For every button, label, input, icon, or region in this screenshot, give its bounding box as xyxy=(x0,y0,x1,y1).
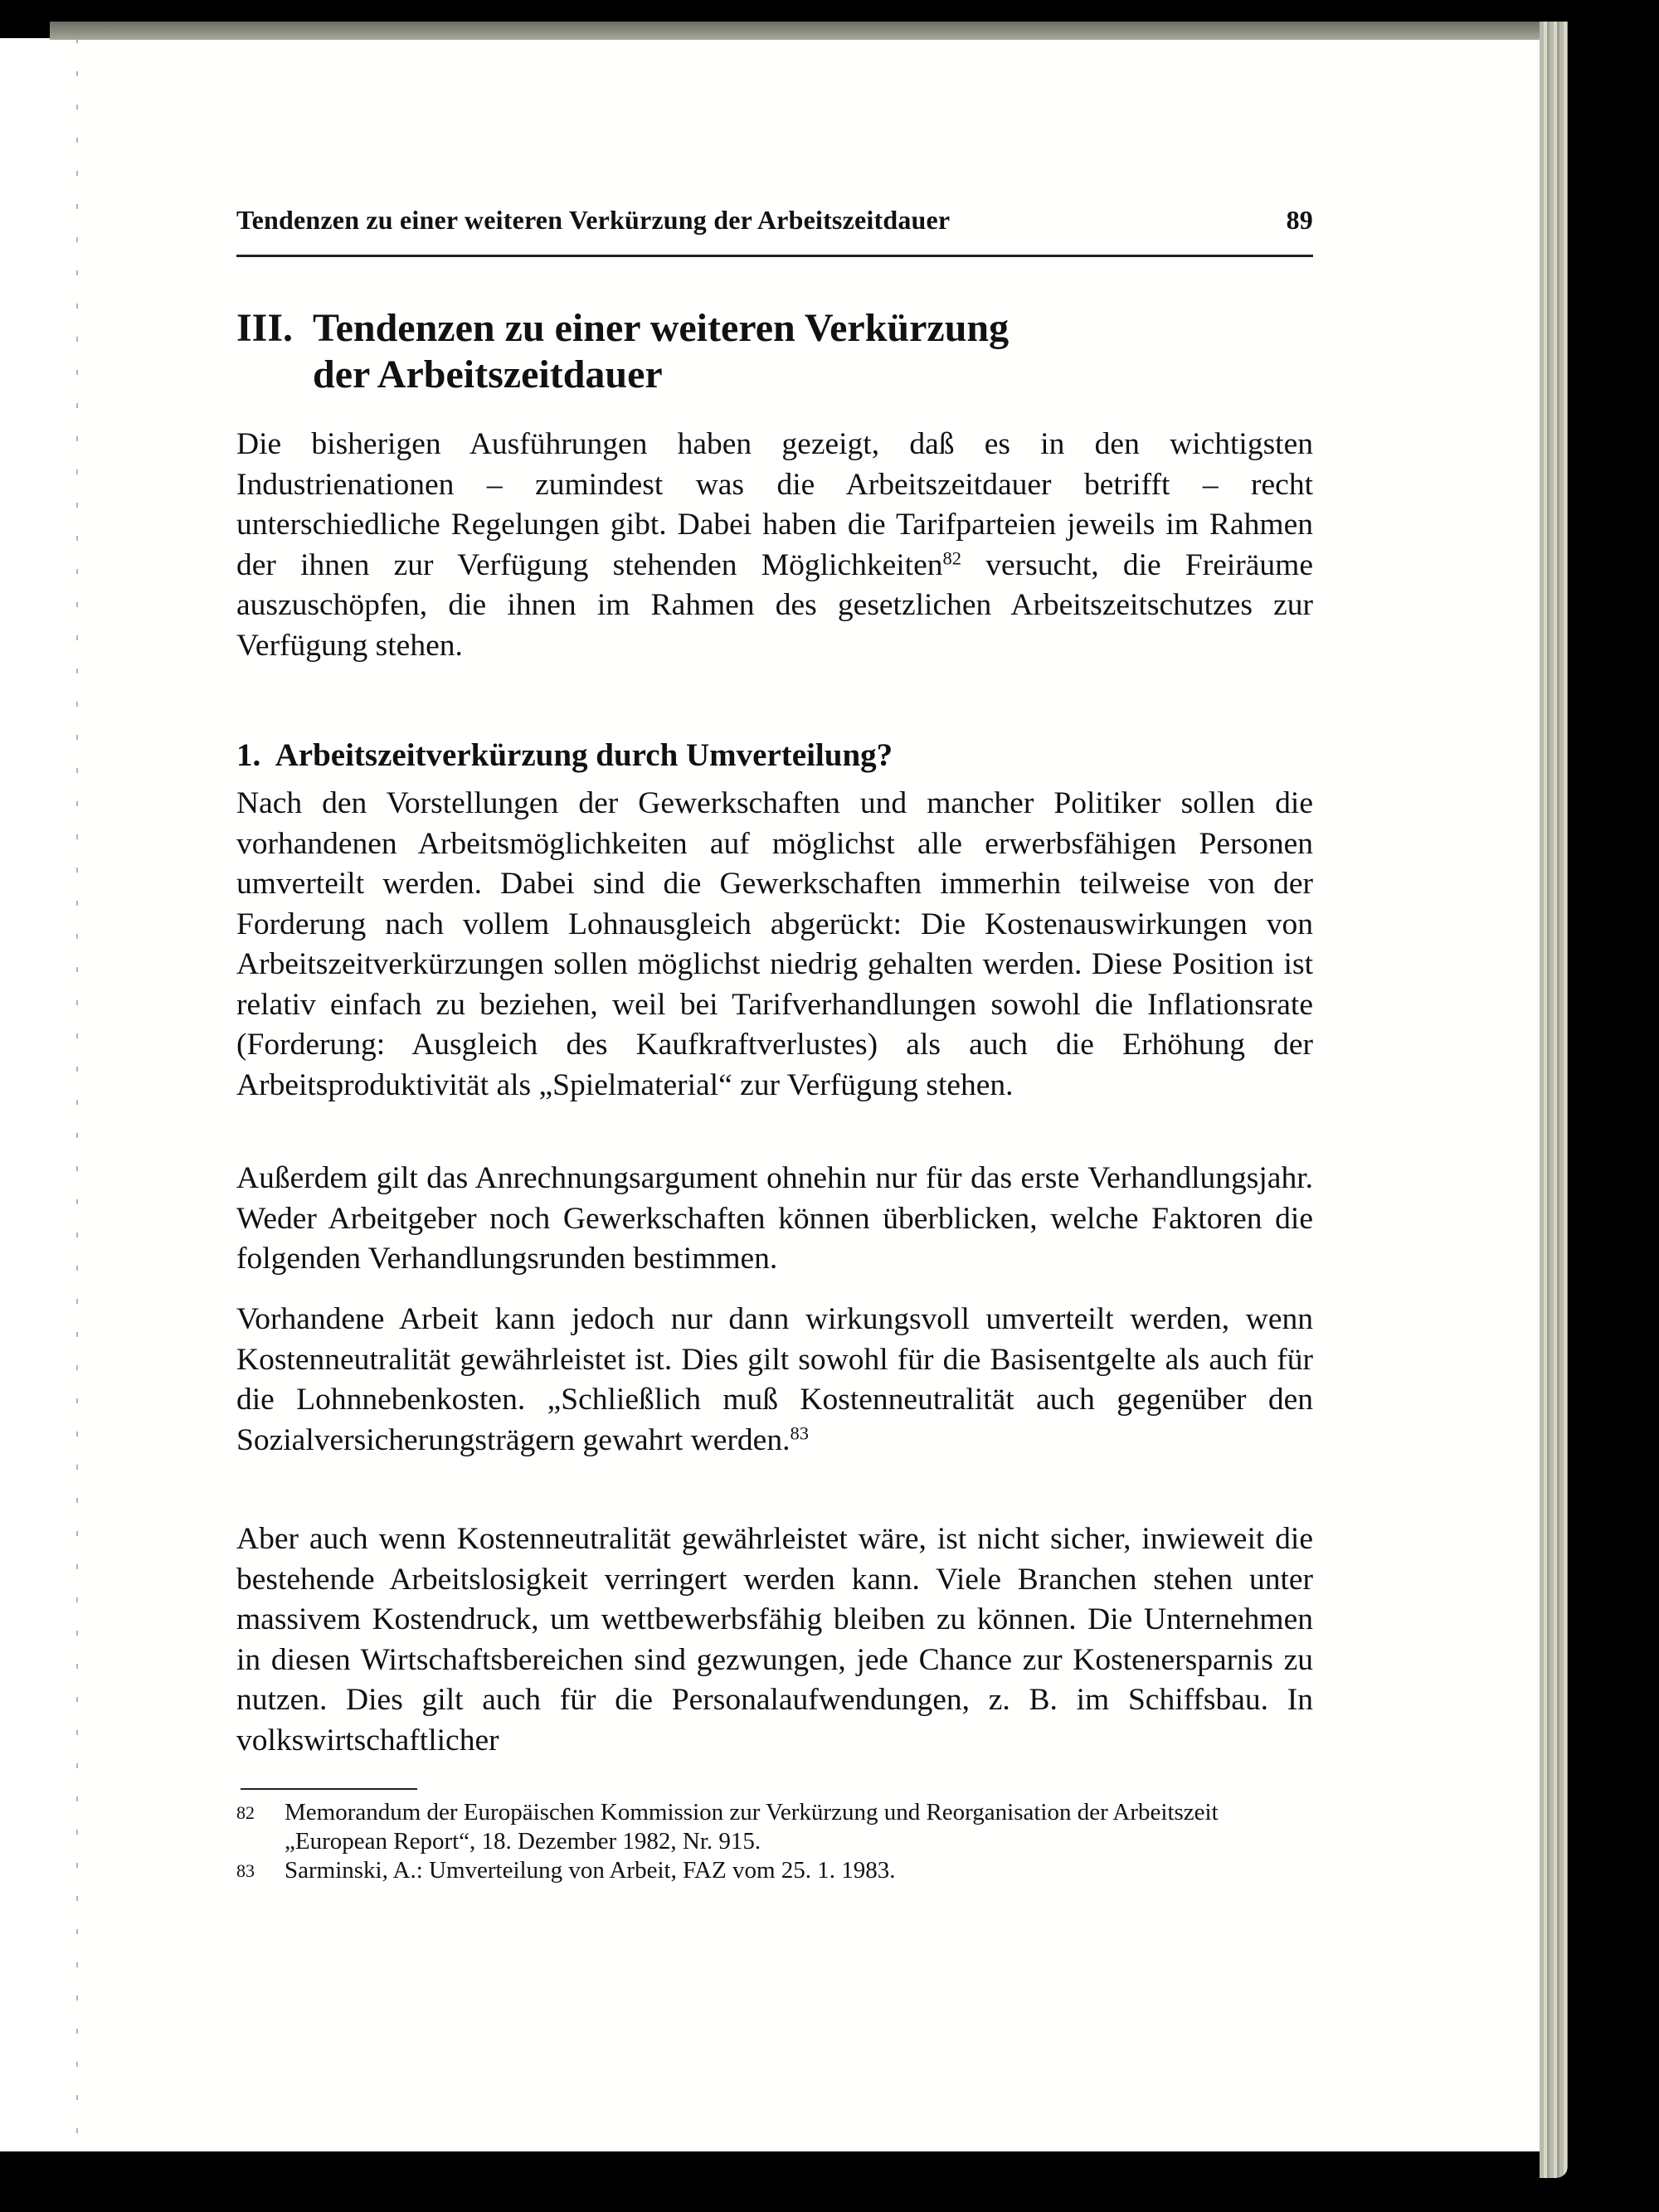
section-title: Arbeitszeitverkürzung durch Umverteilung? xyxy=(275,737,893,773)
header-rule xyxy=(236,255,1313,257)
chapter-title-line1: Tendenzen zu einer weiteren Verkürzung xyxy=(313,306,1010,350)
footnote-text: Memorandum der Europäischen Kommission zur Verkürzung und Reorganisation der Arbeitszeit „European Report“, 18. Dezember 1982, Nr. 915. xyxy=(285,1799,1219,1855)
section-number: 1. xyxy=(236,737,261,773)
body-paragraph-1: Nach den Vorstellungen der Gewerkschaften und mancher Politiker sollen die vorhandenen Arbeitsmöglichkeiten auf möglichst alle erwerbsfähigen Personen umverteilt werden. Dabei sind die Gewerkschaften immerhin teilweise von der Forderung nach vollem Lohnausgleich abgerückt: Die Kostenauswirkungen von Arbeitszeitverkürzungen sollen möglichst niedrig gehalten werden. Diese Position ist relativ einfach zu beziehen, weil bei Tarifverhandlungen sowohl die Inflationsrate (Forderung: Ausgleich des Kaufkraftverlustes) als auch die Erhöhung der Arbeitsproduktivität als „Spielmaterial“ zur Verfügung stehen. xyxy=(236,786,1313,1102)
running-head xyxy=(236,205,1313,236)
footnote-83 xyxy=(236,1856,1313,1885)
chapter-heading xyxy=(236,305,1009,398)
intro-text-continued: versucht, die Freiräume auszuschöpfen, die ihnen im Rahmen des gesetzlichen Arbeitszeitschutzes zur Verfügung stehen. xyxy=(236,547,1313,663)
body-paragraph-3 xyxy=(236,1300,1313,1461)
footnote-number: 82 xyxy=(236,1802,255,1823)
footnote-82 xyxy=(236,1798,1313,1856)
footnote-separator xyxy=(241,1788,417,1790)
footnote-text: Sarminski, A.: Umverteilung von Arbeit, FAZ vom 25. 1. 1983. xyxy=(285,1857,896,1884)
footnote-ref-83[interactable]: 83 xyxy=(790,1422,809,1444)
page-number: 89 xyxy=(1286,205,1313,235)
footnote-ref-82[interactable]: 82 xyxy=(942,547,961,569)
paragraph-3-text: Vorhandene Arbeit kann jedoch nur dann wirkungsvoll umverteilt werden, wenn Kostenneutralität gewährleistet ist. Dies gilt sowohl für die Basisentgelte als auch für die Lohnnebenkosten. „Schließlich muß Kostenneutralität auch gegenüber den Sozialversicherungsträgern gewahrt werden. xyxy=(236,1302,1313,1457)
chapter-title-line2: der Arbeitszeitdauer xyxy=(313,352,663,396)
intro-paragraph xyxy=(236,425,1313,666)
body-paragraph-2: Außerdem gilt das Anrechnungsargument ohnehin nur für das erste Verhandlungsjahr. Weder Arbeitgeber noch Gewerkschaften können überblicken, welche Faktoren die folgenden Verhandlungsrunden bestimmen. xyxy=(236,1161,1313,1276)
footnote-number: 83 xyxy=(236,1860,255,1881)
running-head-title: Tendenzen zu einer weiteren Verkürzung der Arbeitszeitdauer xyxy=(236,205,951,235)
intro-text: Die bisherigen Ausführungen haben gezeigt, daß es in den wichtigsten Industrienationen – zumindest was die Arbeitszeitdauer betrifft – recht unterschiedliche Regelungen gibt. Dabei haben die Tarifparteien jeweils im Rahmen der ihnen zur Verfügung stehenden Möglichkeiten xyxy=(236,427,1313,582)
section-heading xyxy=(236,737,893,774)
chapter-number: III. xyxy=(236,306,294,350)
body-paragraph-4: Aber auch wenn Kostenneutralität gewährleistet wäre, ist nicht sicher, inwieweit die bestehende Arbeitslosigkeit verringert werden kann. Viele Branchen stehen unter massivem Kostendruck, um wettbewerbsfähig bleiben zu können. Die Unternehmen in diesen Wirtschaftsbereichen sind gezwungen, jede Chance zur Kostenersparnis zu nutzen. Dies gilt auch für die Personalaufwendungen, z. B. im Schiffsbau. In volkswirtschaftlicher xyxy=(236,1522,1313,1757)
footnotes xyxy=(236,1798,1313,1885)
